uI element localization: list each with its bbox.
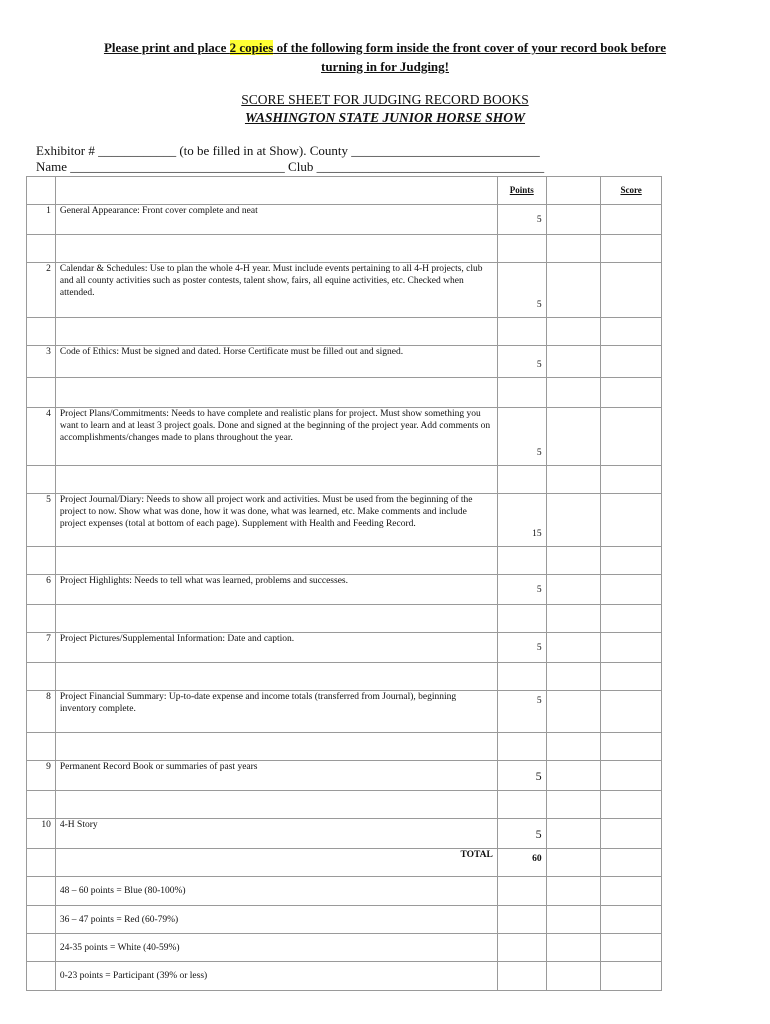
row-number: 4 [27,408,56,466]
spacer-row [27,235,662,263]
spacer-row [27,663,662,691]
points-header: Points [509,185,534,195]
cell [27,235,56,263]
cell [497,791,546,819]
cell [497,962,546,991]
cell [27,466,56,494]
score-input-cell[interactable] [546,934,601,962]
score-input-cell[interactable] [546,962,601,991]
row-description: Project Journal/Diary: Needs to show all project work and activities. Must be used from the beginning of the project to now. Show what was done, how it was done, what was learned, etc. Make comments and include project expenses (total at bottom of each page). Supplement with Health and Feeding Record. [55,494,497,547]
row-description: Code of Ethics: Must be signed and dated. Horse Certificate must be filled out and signed. [55,346,497,378]
title-line1: SCORE SHEET FOR JUDGING RECORD BOOKS [241,92,529,107]
cell [27,877,56,906]
spacer-row [27,547,662,575]
cell [497,318,546,346]
row-points [497,761,546,791]
score-input-cell[interactable] [546,733,601,761]
cell [27,906,56,934]
row-description: Calendar & Schedules: Use to plan the whole 4-H year. Must include events pertaining to all 4-H projects, club and all county activities such as poster contests, talent show, fairs, all equine activities, etc. Checked when attended. [55,263,497,318]
score-input-cell[interactable] [546,235,601,263]
rating-text: 0-23 points = Participant (39% or less) [55,962,497,991]
score-input-cell[interactable] [601,263,662,318]
score-input-cell[interactable] [601,547,662,575]
score-input-cell[interactable] [546,575,601,605]
points-value: 5 [536,642,542,653]
cell [55,791,497,819]
score-input-cell[interactable] [601,663,662,691]
name-club-line[interactable]: Name _________________________________ Club ___________________________________ [36,159,545,174]
score-input-cell[interactable] [546,906,601,934]
score-input-cell[interactable] [546,877,601,906]
spacer-row [27,466,662,494]
score-input-cell[interactable] [546,263,601,318]
row-number: 8 [27,691,56,733]
row-points [497,819,546,849]
instructions [20,38,750,76]
cell [497,547,546,575]
cell [497,906,546,934]
row-description: Project Plans/Commitments: Needs to have complete and realistic plans for project. Must show something you want to learn and at least 3 project goals. Done and signed at the beginning of the project year. Add comments on accomplishments/changes made to plans throughout the year. [55,408,497,466]
instructions-line2: turning in for Judging! [321,59,449,74]
header-row [27,177,662,205]
cell [27,378,56,408]
score-input-cell[interactable] [546,378,601,408]
row-number: 7 [27,633,56,663]
cell [55,466,497,494]
rating-row [27,906,662,934]
score-header: Score [620,185,642,195]
row-description: Permanent Record Book or summaries of past years [55,761,497,791]
cell [55,605,497,633]
title-line2: WASHINGTON STATE JUNIOR HORSE SHOW [244,110,526,125]
cell [55,733,497,761]
cell [27,733,56,761]
cell [27,318,56,346]
spacer-row [27,318,662,346]
rating-row [27,934,662,962]
spacer-row [27,791,662,819]
row-points [497,691,546,733]
row-description: 4-H Story [55,819,497,849]
score-input-cell[interactable] [601,962,662,991]
points-header-cell [497,177,546,205]
score-input-cell[interactable] [546,494,601,547]
table-row [27,691,662,733]
cell [27,547,56,575]
points-value: 5 [536,448,542,458]
exhibitor-county-line[interactable]: Exhibitor # ____________ (to be filled in at Show). County _____________________________ [36,143,540,158]
score-input-cell[interactable] [546,761,601,791]
score-input-cell[interactable] [546,547,601,575]
cell [55,177,497,205]
table-row [27,263,662,318]
cell [27,663,56,691]
score-input-cell[interactable] [601,633,662,663]
row-number: 9 [27,761,56,791]
cell [27,177,56,205]
score-input-cell[interactable] [546,691,601,733]
score-input-cell[interactable] [546,466,601,494]
score-input-cell[interactable] [546,663,601,691]
row-number: 1 [27,205,56,235]
cell [497,934,546,962]
cell [27,791,56,819]
points-value: 5 [535,826,542,841]
cell [55,663,497,691]
row-description: Project Pictures/Supplemental Information: Date and caption. [55,633,497,663]
score-input-cell[interactable] [546,849,601,877]
row-number: 3 [27,346,56,378]
points-value: 5 [536,300,542,310]
score-input-cell[interactable] [601,691,662,733]
score-input-cell[interactable] [601,378,662,408]
cell [497,877,546,906]
score-input-cell[interactable] [601,761,662,791]
score-input-cell[interactable] [546,346,601,378]
score-input-cell[interactable] [601,934,662,962]
score-input-cell[interactable] [601,877,662,906]
score-input-cell[interactable] [601,346,662,378]
page-title [0,91,770,127]
score-input-cell[interactable] [601,318,662,346]
table-row [27,761,662,791]
score-input-cell[interactable] [546,633,601,663]
rating-row [27,962,662,991]
score-input-cell[interactable] [601,466,662,494]
points-value: 5 [536,360,542,370]
table-row [27,346,662,378]
row-number: 2 [27,263,56,318]
total-row [27,849,662,877]
table-row [27,819,662,849]
cell [27,934,56,962]
score-input-cell[interactable] [546,605,601,633]
score-input-cell[interactable] [601,494,662,547]
spacer-row [27,733,662,761]
row-description: Project Financial Summary: Up-to-date expense and income totals (transferred from Journal), beginning inventory complete. [55,691,497,733]
score-input-cell[interactable] [601,906,662,934]
points-value: 5 [536,584,542,595]
score-input-cell[interactable] [601,819,662,849]
cell [497,733,546,761]
instructions-before: Please print and place [103,40,230,55]
score-header-cell [601,177,662,205]
table-row [27,494,662,547]
row-points [497,575,546,605]
points-value: 5 [536,214,542,225]
instructions-after: of the following form inside the front cover of your record book before [273,40,667,55]
score-input-cell[interactable] [601,733,662,761]
row-points [497,633,546,663]
spacer-row [27,605,662,633]
score-input-cell[interactable] [546,791,601,819]
table-row [27,633,662,663]
score-input-cell[interactable] [601,235,662,263]
cell [497,605,546,633]
table-row [27,205,662,235]
points-value: 15 [532,529,542,539]
total-label: TOTAL [55,849,497,877]
score-input-cell[interactable] [601,791,662,819]
table-row [27,408,662,466]
cell [27,605,56,633]
rating-text: 24-35 points = White (40-59%) [55,934,497,962]
table-row [27,575,662,605]
cell [497,235,546,263]
row-points [497,494,546,547]
rating-text: 36 – 47 points = Red (60-79%) [55,906,497,934]
cell [27,962,56,991]
row-description: General Appearance: Front cover complete and neat [55,205,497,235]
score-input-cell[interactable] [546,205,601,235]
cell [55,235,497,263]
total-value: 60 [532,854,542,864]
cell [497,466,546,494]
score-input-cell[interactable] [546,819,601,849]
cell [55,547,497,575]
row-points [497,346,546,378]
score-input-cell[interactable] [601,605,662,633]
row-points [497,408,546,466]
row-number: 6 [27,575,56,605]
cell [497,378,546,408]
instructions-highlight: 2 copies [229,40,274,55]
score-input-cell[interactable] [546,318,601,346]
spacer-row [27,378,662,408]
score-input-cell[interactable] [601,575,662,605]
score-input-cell[interactable] [601,849,662,877]
cell [546,177,601,205]
points-value: 5 [536,696,542,706]
total-points [497,849,546,877]
rating-text: 48 – 60 points = Blue (80-100%) [55,877,497,906]
score-table [26,176,662,991]
row-number: 5 [27,494,56,547]
row-number: 10 [27,819,56,849]
cell [27,849,56,877]
row-points [497,263,546,318]
row-description: Project Highlights: Needs to tell what was learned, problems and successes. [55,575,497,605]
score-input-cell[interactable] [601,205,662,235]
score-input-cell[interactable] [601,408,662,466]
rating-row [27,877,662,906]
cell [55,318,497,346]
cell [55,378,497,408]
row-points [497,205,546,235]
points-value: 5 [535,768,542,783]
cell [497,663,546,691]
score-input-cell[interactable] [546,408,601,466]
